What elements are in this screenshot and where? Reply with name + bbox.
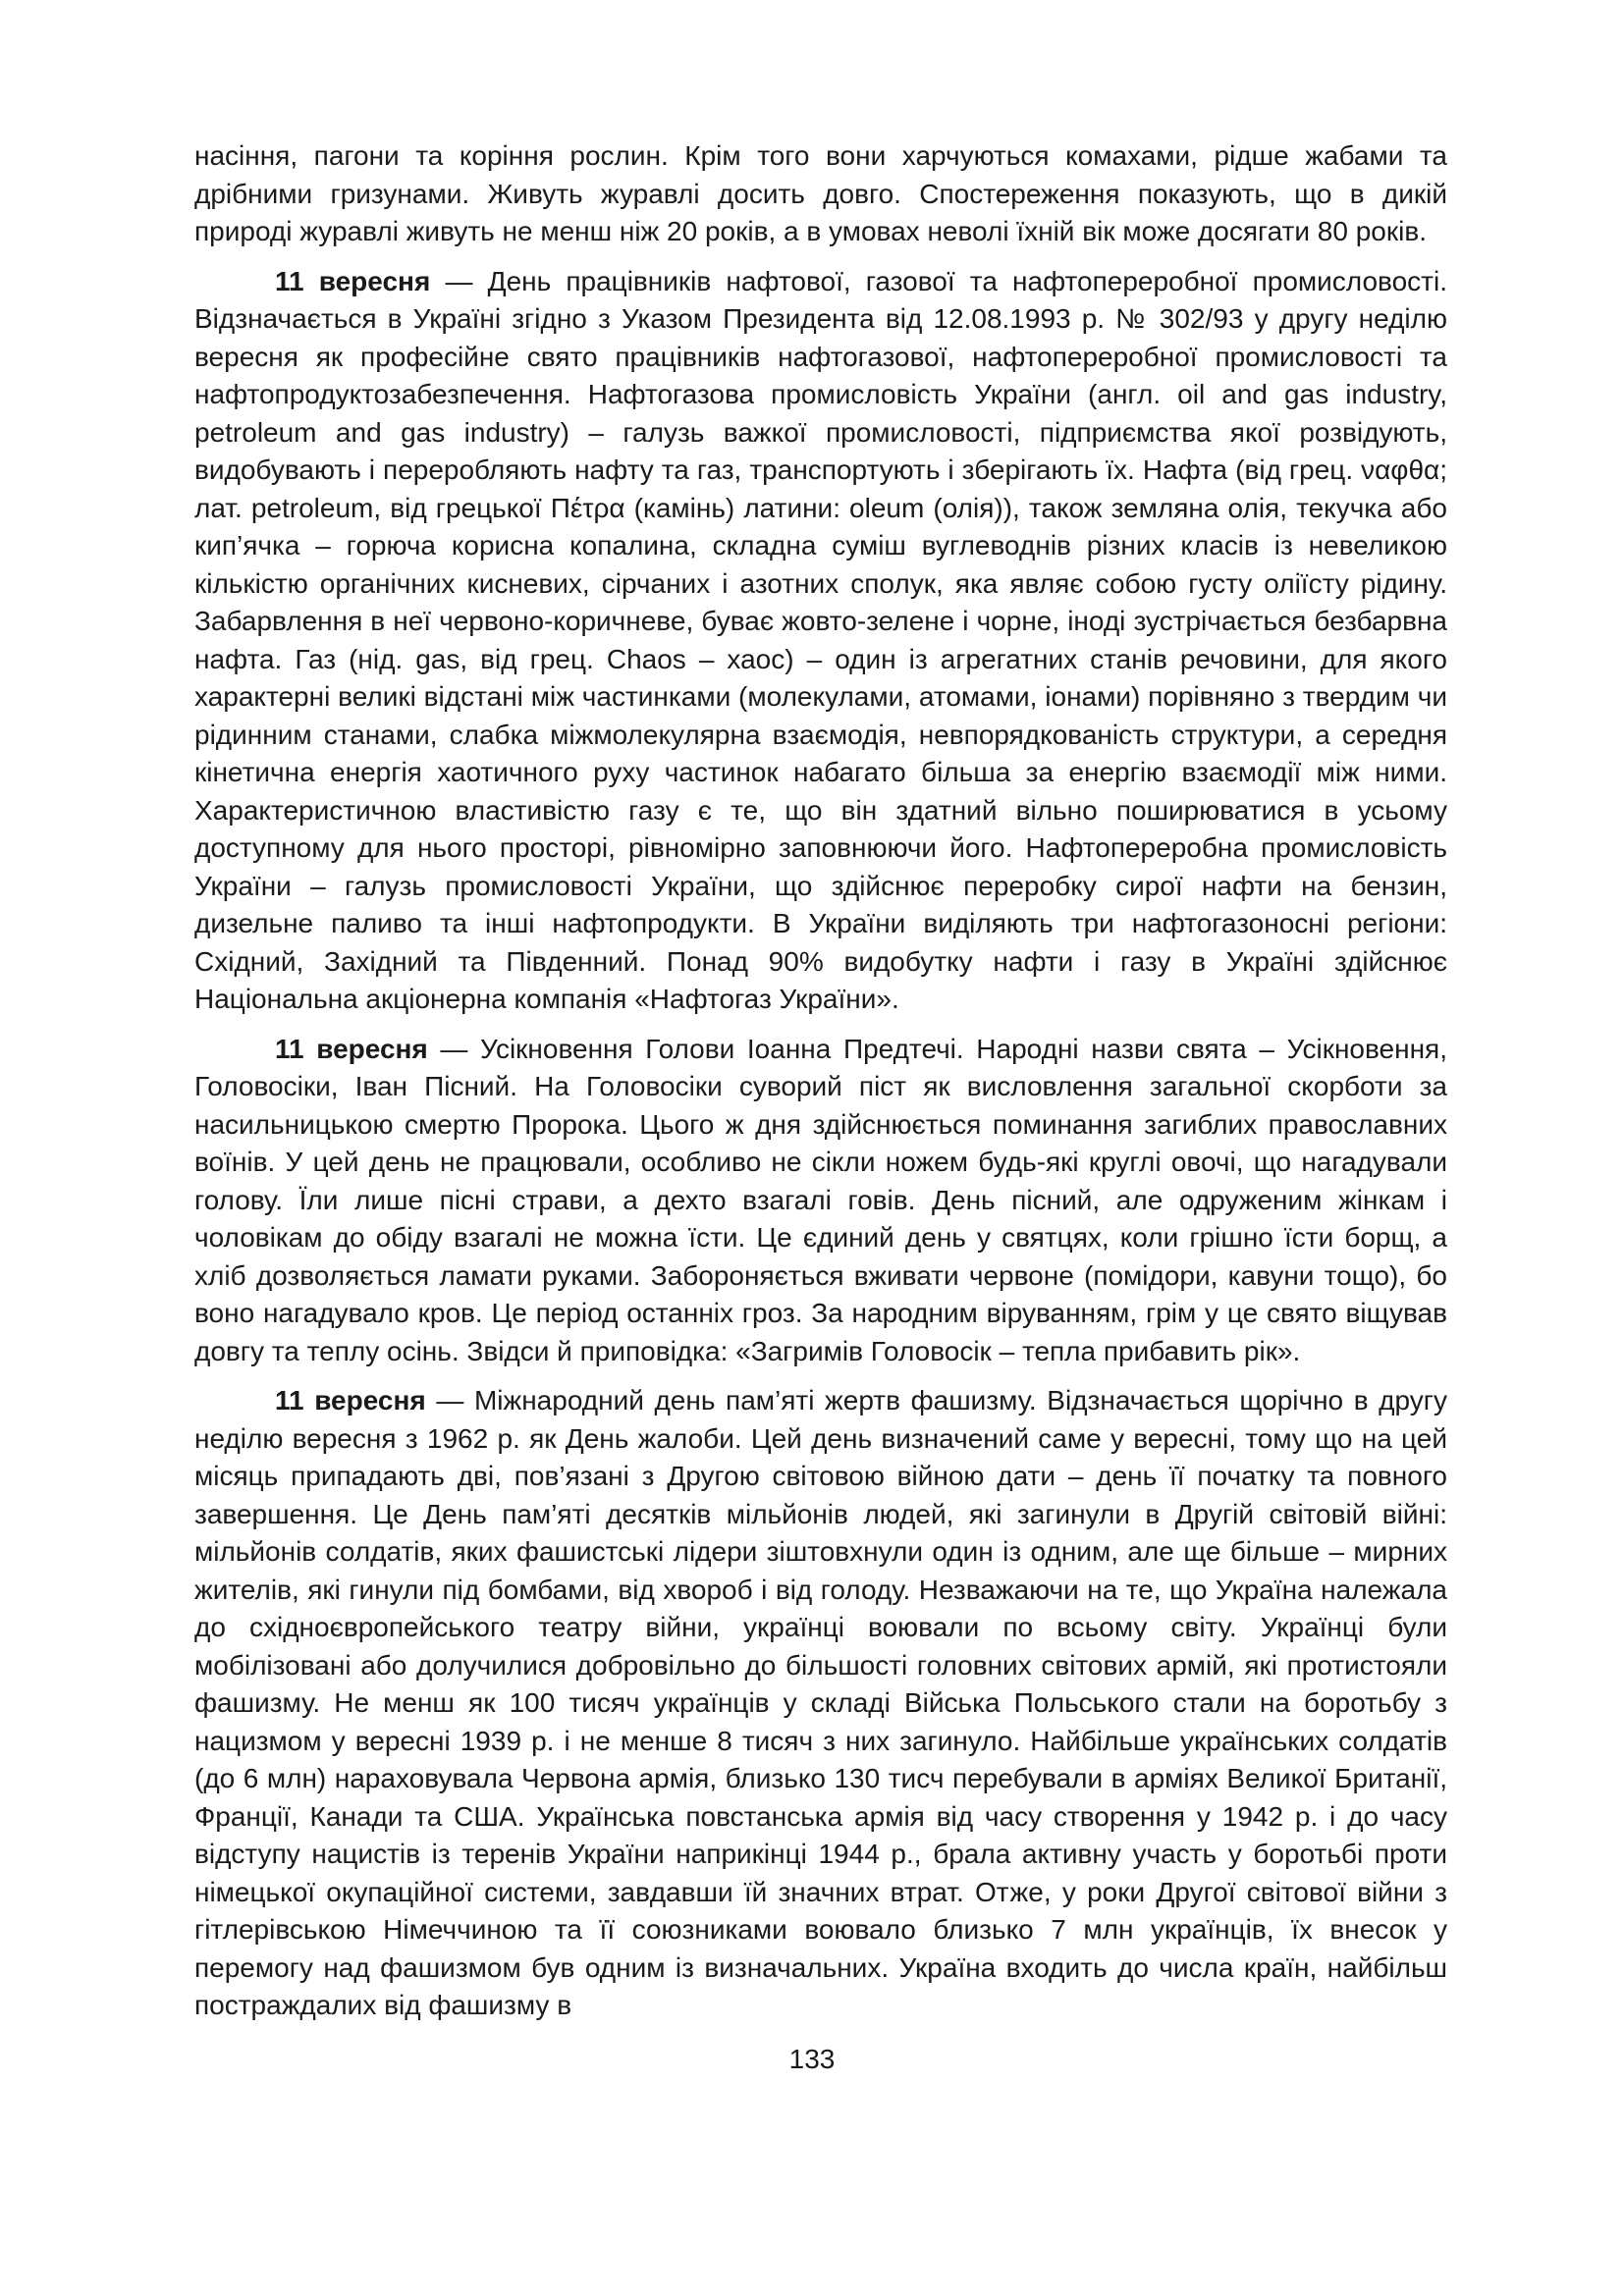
paragraph-date: 11 вересня	[275, 265, 431, 296]
paragraph-date: 11 вересня	[275, 1385, 426, 1415]
page-number: 133	[788, 2044, 836, 2074]
paragraph-text: — Усікновення Голови Іоанна Предтечі. Народні назви свята – Усікновення, Головосіки, Іван Пісний. На Головосіки суворий піст як висловлення загальної скорботи за насильницькою смертю Пророка. Цього ж дня здійснюється поминання загиблих православних воїнів. У цей день не працювали, особливо не сікли ножем будь-які круглі овочі, що нагадували голову. Їли лише пісні страви, а дехто взагалі говів. День пісний, але одруженим жінкам і чоловікам до обіду взагалі не можна їсти. Це єдиний день у святцях, коли грішно їсти борщ, а хліб дозволяється ламати руками. Забороняється вживати червоне (помідори, кавуни тощо), бо воно нагадувало кров. Це період останніх гроз. За народним віруванням, грім у це свято віщував довгу та теплу осінь. Звідси й приповідка: «Загримів Головосік – тепла прибавить рік».	[194, 1033, 1447, 1366]
paragraph-fascism-victims-day	[194, 1382, 1447, 2025]
page-body	[194, 137, 1447, 2037]
paragraph-beheading-of-john	[194, 1031, 1447, 1371]
paragraph-text: насіння, пагони та коріння рослин. Крім того вони харчуються комахами, рідше жабами та дрібними гризунами. Живуть журавлі досить довго. Спостереження показують, що в дикій природі журавлі живуть не менш ніж 20 років, а в умовах неволі їхній вік може досягати 80 років.	[194, 140, 1447, 246]
paragraph-text: — Міжнародний день пам’яті жертв фашизму. Відзначається щорічно в другу неділю вересня з 1962 р. як День жалоби. Цей день визначений саме у вересні, тому що на цей місяць припадають дві, пов’язані з Другою світовою війною дати – день її початку та повного завершення. Це День пам’яті десятків мільйонів людей, які загинули в Другій світовій війні: мільйонів солдатів, яких фашистські лідери зіштовхнули один із одним, але ще більше – мирних жителів, які гинули під бомбами, від хвороб і від голоду. Незважаючи на те, що Україна належала до східноєвропейського театру війни, українці воювали по всьому світу. Українці були мобілізовані або долучилися добровільно до більшості головних світових армій, які протистояли фашизму. Не менш як 100 тисяч українців у складі Війська Польського стали на боротьбу з нацизмом у вересні 1939 р. і не менше 8 тисяч з них загинуло. Найбільше українських солдатів (до 6 млн) нараховувала Червона армія, близько 130 тисч перебували в арміях Великої Британії, Франції, Канади та США. Українська повстанська армія від часу створення у 1942 р. і до часу відступу нацистів із теренів України наприкінці 1944 р., брала активну участь у боротьбі проти німецької окупаційної системи, завдавши їй значних втрат. Отже, у роки Другої світової війни з гітлерівською Німеччиною та її союзниками воювало близько 7 млн українців, їх внесок у перемогу над фашизмом був одним із визначальних. Україна входить до числа країн, найбільш постраждалих від фашизму в	[194, 1385, 1447, 2020]
paragraph-date: 11 вересня	[275, 1033, 428, 1064]
paragraph-continuation	[194, 137, 1447, 251]
paragraph-oil-gas-day	[194, 263, 1447, 1019]
paragraph-text: — День працівників нафтової, газової та нафтопереробної промисловості. Відзначається в Україні згідно з Указом Президента від 12.08.1993 р. № 302/93 у другу неділю вересня як професійне свято працівників нафтогазової, нафтопереробної промисловості та нафтопродуктозабезпечення. Нафтогазова промисловість України (англ. oil and gas industry, petroleum and gas industry) – галузь важкої промисловості, підприємства якої розвідують, видобувають і переробляють нафту та газ, транспортують і зберігають їх. Нафта (від грец. ναφθα; лат. petroleum, від грецької Πέτρα (камінь) латини: oleum (олія)), також земляна олія, текучка або кип’ячка – горюча корисна копалина, складна суміш вуглеводнів різних класів із невеликою кількістю органічних кисневих, сірчаних і азотних сполук, яка являє собою густу оліїсту рідину. Забарвлення в неї червоно-коричневе, буває жовто-зелене і чорне, іноді зустрічається безбарвна нафта. Газ (нід. gas, від грец. Chaos – хаос) – один із агрегатних станів речовини, для якого характерні великі відстані між частинками (молекулами, атомами, іонами) порівняно з твердим чи рідинним станами, слабка міжмолекулярна взаємодія, невпорядкованість структури, а середня кінетична енергія хаотичного руху частинок набагато більша за енергію взаємодії між ними. Характеристичною властивістю газу є те, що він здатний вільно поширюватися в усьому доступному для нього просторі, рівномірно заповнюючи його. Нафтопереробна промисловість України – галузь промисловості України, що здійснює переробку сирої нафти на бензин, дизельне паливо та інші нафтопродукти. В України виділяють три нафтогазоносні регіони: Східний, Західний та Південний. Понад 90% видобутку нафти і газу в Україні здійснює Національна акціонерна компанія «Нафтогаз України».	[194, 265, 1447, 1014]
